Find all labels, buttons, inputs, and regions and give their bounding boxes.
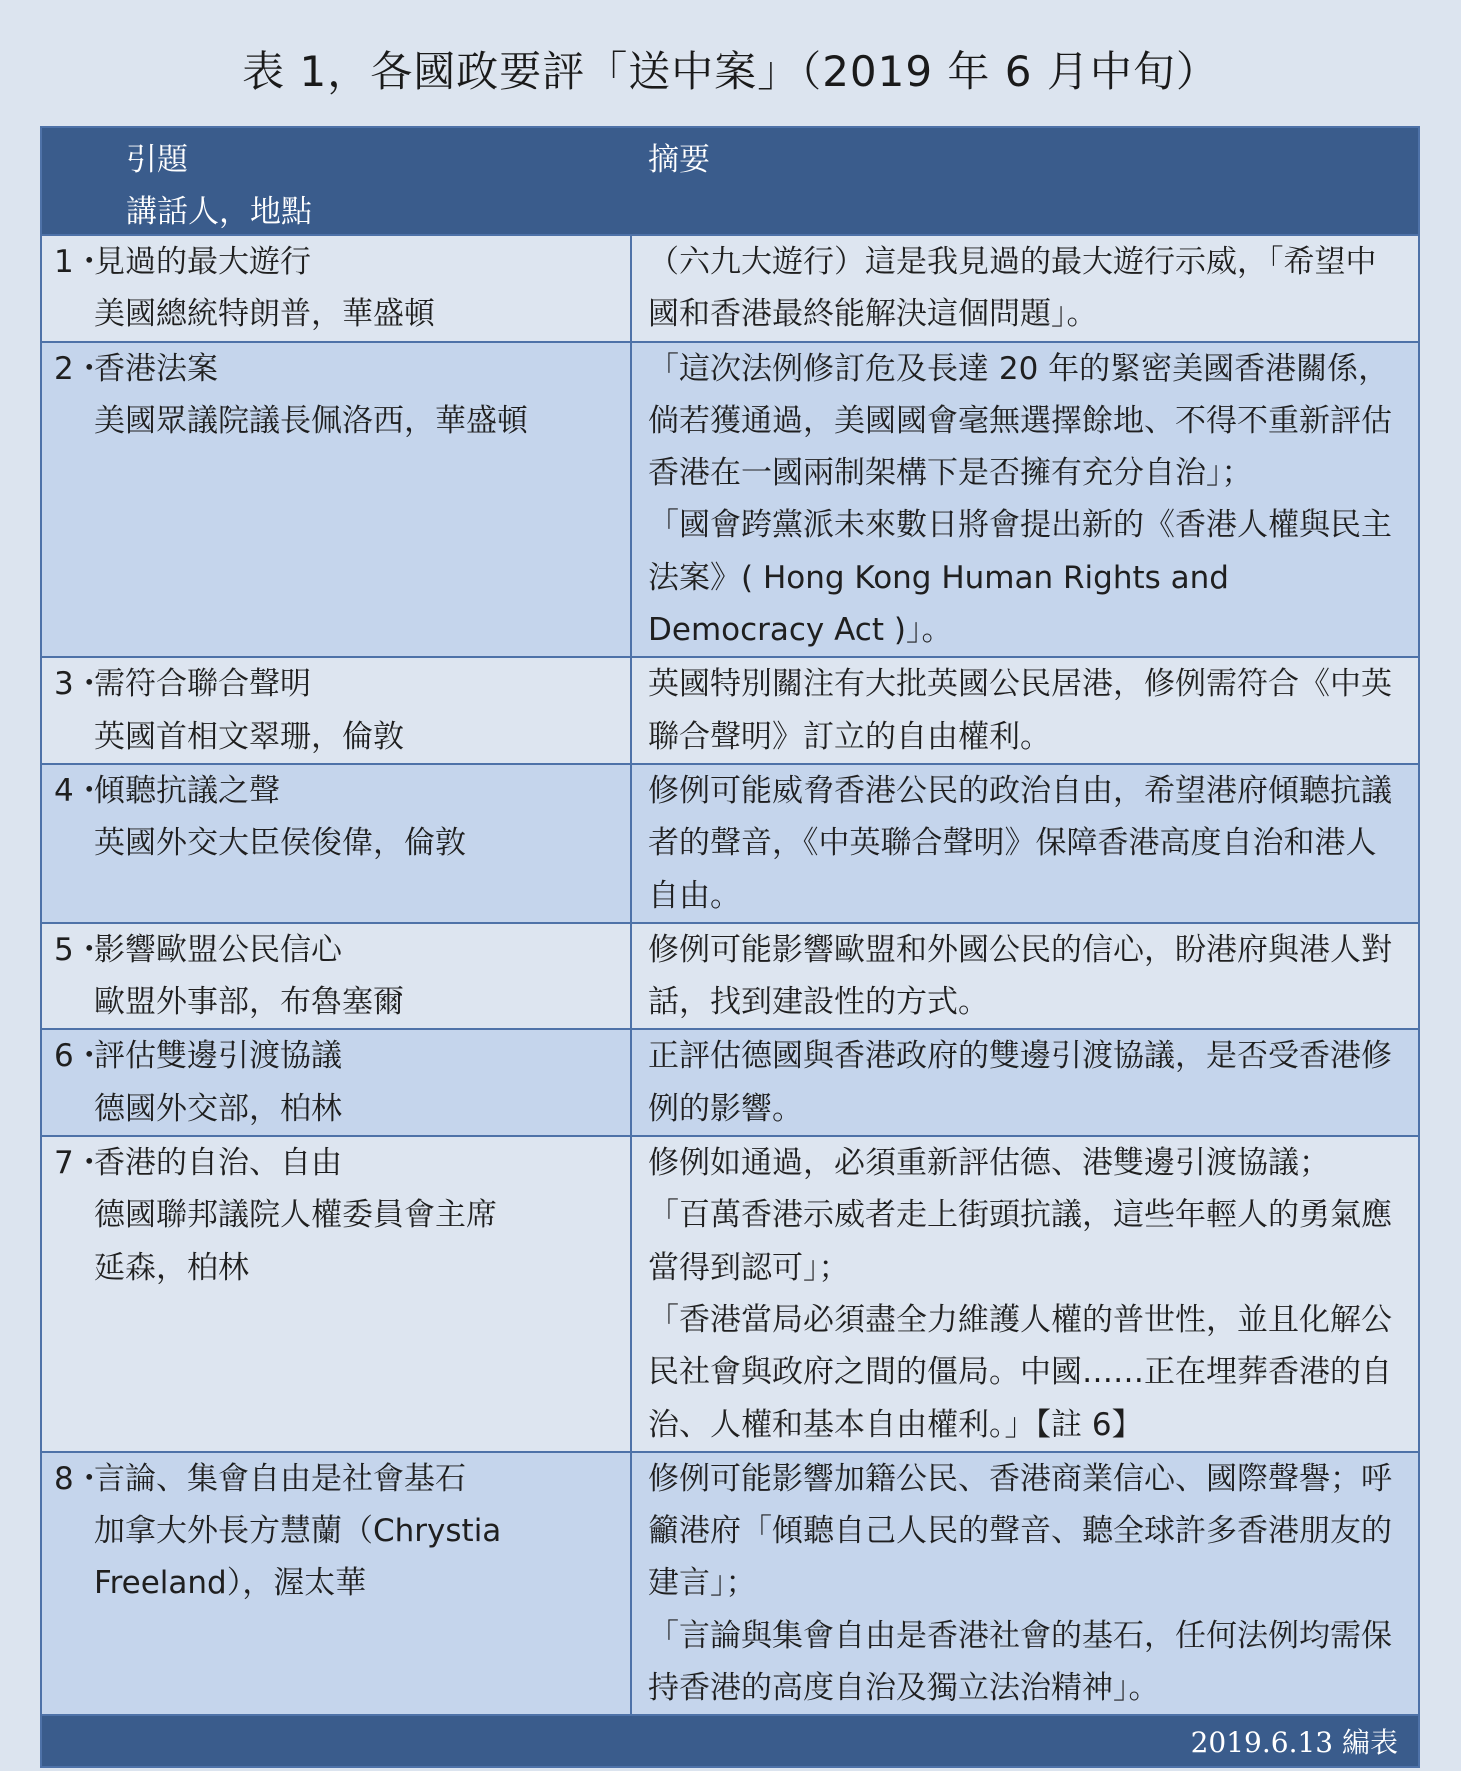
summary-cell — [632, 924, 1418, 1029]
footer-note: 2019.6.13 編表 — [1190, 1726, 1398, 1760]
speaker-text: 德國聯邦議院人權委員會主席 — [94, 1197, 497, 1234]
summary-cell — [632, 343, 1418, 657]
topic-line — [54, 1453, 630, 1505]
summary-paragraph: 修例如通過，必須重新評估德、港雙邊引渡協議； — [648, 1145, 1330, 1182]
speaker-text: 歐盟外事部，布魯塞爾 — [94, 984, 404, 1021]
summary-paragraph: 英國特別關注有大批英國公民居港，修例需符合《中英聯合聲明》訂立的自由權利。 — [648, 666, 1392, 755]
topic-cell — [42, 924, 632, 1029]
table-row — [42, 1137, 1418, 1453]
summary-paragraph: 「百萬香港示威者走上街頭抗議，這些年輕人的勇氣應當得到認可」； — [648, 1197, 1392, 1286]
speaker-text: Freeland），渥太華 — [94, 1565, 367, 1602]
speaker-text: 加拿大外長方慧蘭（Chrystia — [94, 1513, 502, 1550]
header-speaker-label: 講話人，地點 — [126, 194, 312, 230]
statements-table — [40, 126, 1420, 1768]
topic-line — [54, 1137, 630, 1189]
table-row — [42, 1453, 1418, 1714]
speaker-text: 英國首相文翠珊，倫敦 — [94, 718, 404, 755]
topic-text: 見過的最大遊行 — [94, 244, 311, 280]
topic-cell — [42, 343, 632, 657]
summary-paragraph: 「言論與集會自由是香港社會的基石，任何法例均需保持香港的高度自治及獨立法治精神」。 — [648, 1617, 1392, 1707]
speaker-text: 德國外交部，柏林 — [94, 1090, 342, 1127]
topic-cell — [42, 236, 632, 341]
summary-paragraph: 修例可能影響歐盟和外國公民的信心，盼港府與港人對話，找到建設性的方式。 — [648, 931, 1392, 1021]
summary-paragraph: 「香港當局必須盡全力維護人權的普世性，並且化解公民社會與政府之間的僵局。中國……正在埋葬香港的自治、人權和基本自由權利。」【註 6】 — [648, 1301, 1392, 1443]
summary-cell — [632, 1137, 1418, 1451]
summary-cell — [632, 658, 1418, 763]
table-header — [42, 128, 1418, 236]
speaker-text: 美國眾議院議長佩洛西，華盛頓 — [94, 402, 528, 439]
table-row — [42, 343, 1418, 659]
header-col-summary — [632, 128, 1418, 234]
summary-paragraph: 正評估德國與香港政府的雙邊引渡協議，是否受香港修例的影響。 — [648, 1038, 1392, 1127]
row-number: 4・ — [54, 772, 105, 809]
summary-paragraph: 「這次法例修訂危及長達 20 年的緊密美國香港關係，倘若獲通過，美國國會毫無選擇餘地、不得不重新評估香港在一國兩制架構下是否擁有充分自治」； — [648, 350, 1392, 492]
table-footer — [42, 1714, 1418, 1766]
summary-cell — [632, 765, 1418, 922]
topic-text: 需符合聯合聲明 — [94, 666, 311, 703]
topic-line — [54, 236, 630, 288]
header-summary-label: 摘要 — [648, 142, 710, 178]
summary-paragraph: 修例可能威脅香港公民的政治自由，希望港府傾聽抗議者的聲音，《中英聯合聲明》保障香港高度自治和港人自由。 — [648, 772, 1392, 914]
topic-cell — [42, 658, 632, 763]
table-row — [42, 236, 1418, 343]
row-number: 3・ — [54, 666, 105, 703]
table-body — [42, 236, 1418, 1714]
topic-text: 評估雙邊引渡協議 — [94, 1038, 342, 1075]
topic-line — [54, 658, 630, 710]
speaker-text: 英國外交大臣侯俊偉，倫敦 — [94, 825, 466, 862]
summary-cell — [632, 1453, 1418, 1714]
row-number: 7・ — [54, 1145, 105, 1182]
summary-cell — [632, 1030, 1418, 1135]
table-row — [42, 658, 1418, 765]
topic-text: 傾聽抗議之聲 — [94, 772, 280, 809]
row-number: 2・ — [54, 350, 105, 387]
row-number: 6・ — [54, 1038, 105, 1075]
summary-paragraph: 「國會跨黨派未來數日將會提出新的《香港人權與民主法案》( Hong Kong Human Rights and Democracy Act )」。 — [648, 507, 1392, 649]
page-title: 表 1，各國政要評「送中案」（2019 年 6 月中旬） — [242, 47, 1219, 96]
topic-cell — [42, 1030, 632, 1135]
topic-text: 香港法案 — [94, 350, 218, 387]
row-number: 8・ — [54, 1460, 105, 1497]
topic-cell — [42, 1453, 632, 1714]
topic-text: 影響歐盟公民信心 — [94, 931, 342, 968]
topic-cell — [42, 765, 632, 922]
row-number: 5・ — [54, 931, 105, 968]
summary-cell — [632, 236, 1418, 341]
topic-text: 言論、集會自由是社會基石 — [94, 1460, 466, 1497]
header-topic-label: 引題 — [126, 142, 188, 178]
topic-text: 香港的自治、自由 — [94, 1145, 342, 1182]
speaker-text: 延森，柏林 — [94, 1249, 249, 1286]
topic-line — [54, 343, 630, 395]
header-col-topic — [42, 128, 632, 234]
topic-line — [54, 1030, 630, 1082]
table-row — [42, 765, 1418, 924]
topic-cell — [42, 1137, 632, 1451]
topic-line — [54, 765, 630, 817]
table-row — [42, 924, 1418, 1031]
speaker-text: 美國總統特朗普，華盛頓 — [94, 296, 435, 333]
summary-paragraph: （六九大遊行）這是我見過的最大遊行示威，「希望中國和香港最終能解決這個問題」。 — [648, 244, 1377, 333]
topic-line — [54, 924, 630, 976]
summary-paragraph: 修例可能影響加籍公民、香港商業信心、國際聲譽；呼籲港府「傾聽自己人民的聲音、聽全球許多香港朋友的建言」； — [648, 1460, 1392, 1602]
row-number: 1・ — [54, 244, 105, 280]
table-row — [42, 1030, 1418, 1137]
